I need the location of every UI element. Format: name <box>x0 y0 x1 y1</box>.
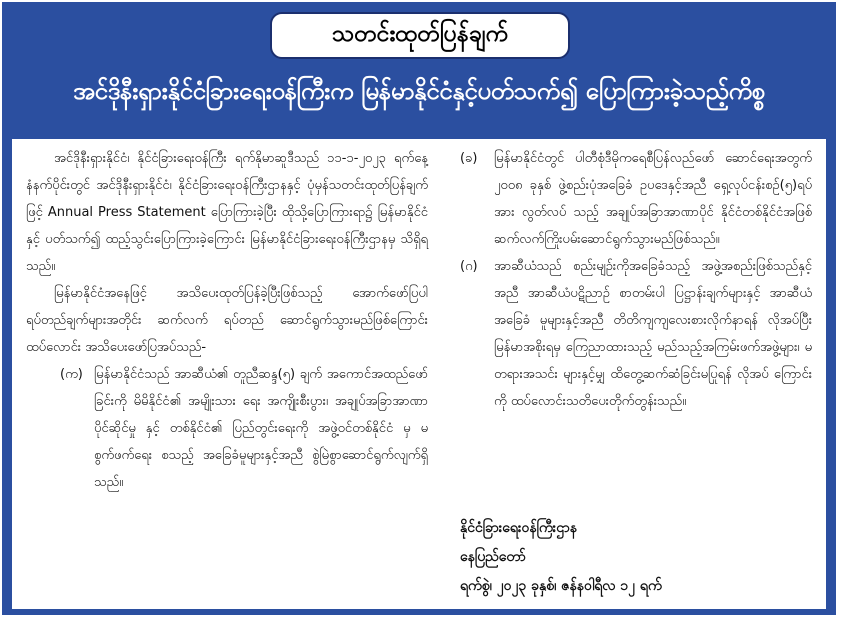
point-ka-text: မြန်မာနိုင်ငံသည် အာဆီယံ၏ တူညီဆန္ဒ(၅) ချက် အကောင်အထည်ဖော်ခြင်းကို မိမိနိုင်ငံ၏ အမျိုးသား ရေး အကျိုးစီးပွား၊ အချုပ်အခြာအာဏာပိုင်ဆိုင်မှု နှင့် တစ်နိုင်ငံ၏ ပြည်တွင်းရေးကို အဖွဲ့ဝင်တစ်နိုင်ငံ မှ မစွက်ဖက်ရေး စသည့် အခြေခံမူများနှင့်အညီ စွဲမြဲစွာဆောင်ရွက်လျက်ရှိသည်။ <box>94 367 428 490</box>
signature-place: နေပြည်တော် <box>460 549 526 565</box>
statement-body <box>12 139 826 609</box>
point-ka <box>60 361 428 496</box>
statement-frame <box>2 2 836 615</box>
point-ga-number: (ဂ) <box>460 259 478 274</box>
point-ga-text: အာဆီယံသည် စည်းမျဉ်းကိုအခြေခံသည့် အဖွဲ့အစည်းဖြစ်သည်နှင့်အညီ အာဆီယံပဋိညာဉ် စာတမ်းပါ ပြဋ္ဌာန်းချက်များနှင့် အာဆီယံအခြေခံ မူများနှင့်အညီ တိတိကျကျလေးစားလိုက်နာရန် လိုအပ်ပြီး မြန်မာအစိုးရမှ ကြေညာထားသည့် မည်သည့်အကြမ်းဖက်အဖွဲ့များ၊ မတရားအသင်း များနှင့်မျှ ထိတွေ့ဆက်ဆံခြင်းမပြုရန် လိုအပ် ကြောင်းကို ထပ်လောင်းသတိပေးတိုက်တွန်းသည်။ <box>494 259 812 409</box>
point-kha-number: (ခ) <box>460 151 478 166</box>
point-kha <box>460 145 812 253</box>
position-paragraph: မြန်မာနိုင်ငံအနေဖြင့် အသိပေးထုတ်ပြန်ခဲ့ပြီးဖြစ်သည့် အောက်ဖော်ပြပါ ရပ်တည်ချက်များအတိုင်း ဆက်လက် ရပ်တည် ဆောင်ရွက်သွားမည်ဖြစ်ကြောင်း ထပ်လောင်း အသိပေးဖော်ပြအပ်သည်- <box>26 286 428 355</box>
left-column <box>26 145 428 496</box>
signature-block <box>460 514 812 601</box>
headline: အင်ဒိုနီးရှားနိုင်ငံခြားရေးဝန်ကြီးက မြန်မာနိုင်ငံနှင့်ပတ်သက်၍ ပြောကြားခဲ့သည့်ကိစ္စ <box>72 77 766 105</box>
right-column <box>460 145 812 415</box>
signature-date: ရက်စွဲ၊ ၂၀၂၃ ခုနှစ်၊ ဇန်နဝါရီလ ၁၂ ရက် <box>460 578 662 594</box>
press-release-badge: သတင်းထုတ်ပြန်ချက် <box>270 12 570 59</box>
point-kha-text: မြန်မာနိုင်ငံတွင် ပါတီစုံဒီမိုကရေစီပြန်လည်ဖော် ဆောင်ရေးအတွက် ၂၀၀၈ ခုနှစ် ဖွဲ့စည်းပုံအခြေခံ ဥပဒေနှင့်အညီ ရှေ့လုပ်ငန်းစဉ်(၅)ရပ်အား လွတ်လပ် သည့် အချုပ်အခြာအာဏာပိုင် နိုင်ငံတစ်နိုင်ငံအဖြစ် ဆက်လက်ကြိုးပမ်းဆောင်ရွက်သွားမည်ဖြစ်သည်။ <box>494 151 812 247</box>
point-ga <box>460 253 812 415</box>
intro-paragraph: အင်ဒိုနီးရှားနိုင်ငံ၊ နိုင်ငံခြားရေးဝန်ကြီး ရက်နိုမာဆူဒီသည် ၁၁-၁-၂၀၂၃ ရက်နေ့ နံနက်ပိုင်းတွင် အင်ဒိုနီးရှားနိုင်ငံ၊ နိုင်ငံခြားရေးဝန်ကြီးဌာနနှင့် ပုံမှန်သတင်းထုတ်ပြန်ချက်ဖြင့် Annual Press Statement ပြောကြားခဲ့ပြီး ထိုသို့ပြောကြားရာ၌ မြန်မာနိုင်ငံနှင့် ပတ်သက်၍ ထည့်သွင်းပြောကြားခဲ့ကြောင်း မြန်မာနိုင်ငံခြားရေးဝန်ကြီးဌာနမှ သိရှိရသည်။ <box>26 151 428 274</box>
signature-ministry: နိုင်ငံခြားရေးဝန်ကြီးဌာန <box>460 520 577 536</box>
point-ka-number: (က) <box>60 367 83 382</box>
